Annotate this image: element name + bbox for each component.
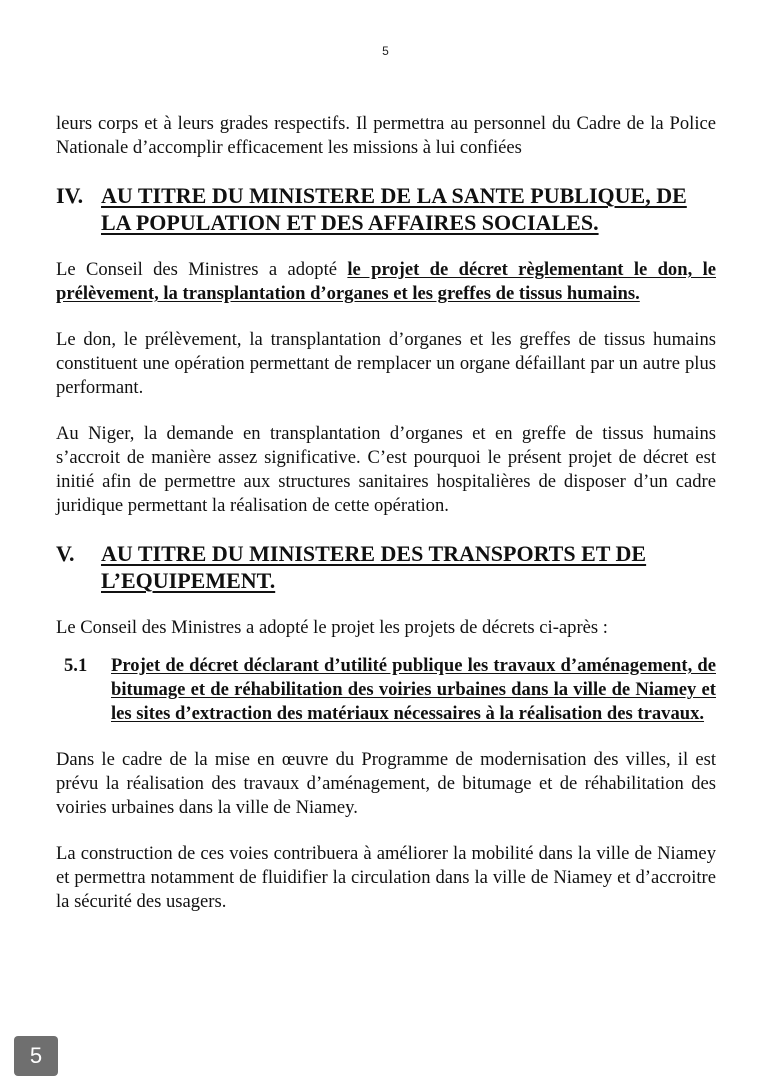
section-title: AU TITRE DU MINISTERE DES TRANSPORTS ET DE L’EQUIPEMENT. — [101, 541, 647, 593]
paragraph-continuation: leurs corps et à leurs grades respectifs. Il permettra au personnel du Cadre de la Police Nationale d’accomplir efficacement les missions à lui confiées — [56, 113, 716, 158]
paragraph-adoption-decree — [56, 258, 716, 306]
subsection-number: 5.1 — [64, 655, 88, 676]
subsection-5-1 — [64, 654, 716, 726]
paragraph-text: Le Conseil des Ministres a adopté — [56, 259, 348, 280]
paragraph-don-prelevement: Le don, le prélèvement, la transplantation d’organes et les greffes de tissus humains constituent une opération permettant de remplacer un organe défaillant par un autre plus performant. — [56, 329, 716, 398]
paragraph-adoption-projects: Le Conseil des Ministres a adopté le projet les projets de décrets ci-après : — [56, 617, 608, 638]
subsection-title: Projet de décret déclarant d’utilité publique les travaux d’aménagement, de bitumage et de réhabilitation des voiries urbaines dans la ville de Niamey et les sites d’extraction des matériaux nécessaires à la réalisation des travaux. — [111, 655, 716, 724]
paragraph-modernisation: Dans le cadre de la mise en œuvre du Programme de modernisation des villes, il est prévu la réalisation des travaux d’aménagement, de bitumage et de réhabilitation des voiries urbaines dans la ville de Niamey. — [56, 749, 716, 818]
section-number: V. — [56, 541, 75, 566]
paragraph-construction: La construction de ces voies contribuera à améliorer la mobilité dans la ville de Niamey et permettra notamment de fluidifier la circulation dans la ville de Niamey et d’accroitre la sécurité des usagers. — [56, 843, 716, 912]
page-number-header: 5 — [382, 44, 389, 58]
section-title: AU TITRE DU MINISTERE DE LA SANTE PUBLIQUE, DE LA POPULATION ET DES AFFAIRES SOCIALES. — [101, 183, 687, 235]
page-number-badge: 5 — [14, 1036, 58, 1076]
section-heading-iv — [56, 182, 716, 236]
document-body — [56, 112, 716, 914]
section-number: IV. — [56, 183, 84, 208]
paragraph-niger-demand: Au Niger, la demande en transplantation d’organes et en greffe de tissus humains s’accroit de manière assez significative. C’est pourquoi le présent projet de décret est initié afin de permettre aux structures sanitaires hospitalières de disposer d’un cadre juridique permettant la réalisation de cette opération. — [56, 423, 716, 516]
decree-title-bold: le projet de décret règlementant le don, le prélèvement, la transplantation d’organes et les greffes de tissus humains. — [56, 259, 716, 304]
section-heading-v — [56, 540, 716, 594]
